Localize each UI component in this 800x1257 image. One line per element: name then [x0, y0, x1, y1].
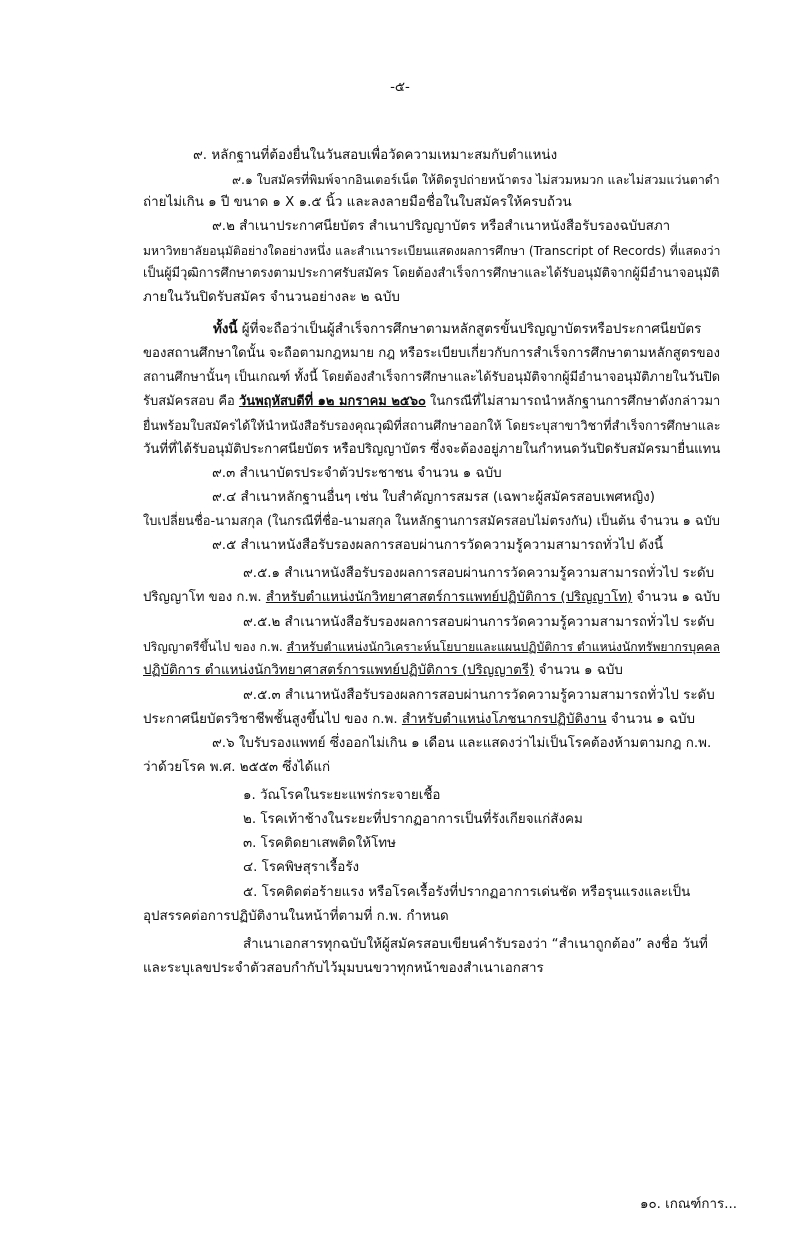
item-9-5: ๙.๕ สำเนาหนังสือรับรองผลการสอบผ่านการวัดความรู้ความสามารถทั่วไป ดังนี้: [212, 538, 664, 553]
note-line-1: [213, 320, 701, 340]
item-9-5-2-positions-cont: ปฏิบัติการ ตำแหน่งนักวิทยาศาสตร์การแพทย์ปฏิบัติการ (ปริญญาตรี): [143, 663, 535, 678]
disease-5-line-2: อุปสรรคต่อการปฏิบัติงานในหน้าที่ตามที่ ก.พ. กำหนด: [143, 909, 449, 924]
item-9-5-3-position: สำหรับตำแหน่งโภชนากรปฏิบัติงาน: [401, 712, 607, 727]
item-9-5-2-post: จำนวน ๑ ฉบับ: [534, 663, 623, 678]
item-9-4-line-1: ๙.๔ สำเนาหลักฐานอื่นๆ เช่น ใบสำคัญการสมรส (เฉพาะผู้สมัครสอบเพศหญิง): [212, 490, 655, 505]
item-9-2-line-4: ภายในวันปิดรับสมัคร จำนวนอย่างละ ๒ ฉบับ: [143, 290, 400, 305]
disease-2: ๒. โรคเท้าช้างในระยะที่ปรากฏอาการเป็นที่รังเกียจแก่สังคม: [243, 812, 583, 827]
item-9-5-2-line-1: ๙.๕.๒ สำเนาหนังสือรับรองผลการสอบผ่านการวัดความรู้ความสามารถทั่วไป ระดับ: [243, 615, 715, 630]
certification-line-2: และระบุเลขประจำตัวสอบกำกับไว้มุมบนขวาทุกหน้าของสำเนาเอกสาร: [143, 961, 544, 976]
item-9-5-2-line-3: [143, 661, 623, 681]
item-9-1-line-2: ถ่ายไม่เกิน ๑ ปี ขนาด ๑ X ๑.๕ นิ้ว และลงลายมือชื่อในใบสมัครให้ครบถ้วน: [143, 195, 572, 210]
item-9-6-line-2: ว่าด้วยโรค พ.ศ. ๒๕๕๓ ซึ่งได้แก่: [143, 760, 331, 775]
note-line-4-post: ในกรณีที่ไม่สามารถนำหลักฐานการศึกษาดังกล่าวมา: [425, 394, 721, 409]
note-emphasis: ทั้งนี้: [213, 322, 238, 337]
next-page-marker: ๑๐. เกณฑ์การ...: [640, 1197, 737, 1212]
item-9-2-line-1: ๙.๒ สำเนาประกาศนียบัตร สำเนาปริญญาบัตร หรือสำเนาหนังสือรับรองฉบับสภา: [212, 219, 671, 234]
closing-date: วันพฤหัสบดีที่ ๑๒ มกราคม ๒๕๖๐: [238, 394, 426, 409]
item-9-5-2-pre: ปริญญาตรีขึ้นไป ของ ก.พ.: [143, 640, 287, 654]
page-number: -๕-: [390, 80, 410, 95]
item-9-5-1-post: จำนวน ๑ ฉบับ: [632, 590, 720, 605]
note-line-2: ของสถานศึกษาใดนั้น จะถือตามกฎหมาย กฎ หรือระเบียบเกี่ยวกับการสำเร็จการศึกษาตามหลักสูตรของ: [143, 346, 720, 361]
note-line-5: ยื่นพร้อมใบสมัครได้ให้นำหนังสือรับรองคุณวุฒิที่สถานศึกษาออกให้ โดยระบุสาขาวิชาที่สำเร็จการศึกษาและ: [143, 418, 721, 433]
item-9-4-line-2: ใบเปลี่ยนชื่อ-นามสกุล (ในกรณีที่ชื่อ-นามสกุล ในหลักฐานการสมัครสอบไม่ตรงกัน) เป็นต้น จำนวน ๑ ฉบับ: [143, 514, 720, 529]
certification-line-1: สำเนาเอกสารทุกฉบับให้ผู้สมัครสอบเขียนคำรับรองว่า “สำเนาถูกต้อง” ลงชื่อ วันที่: [243, 937, 708, 952]
item-9-5-2-line-2: [143, 637, 720, 657]
item-9-1-line-1: ๙.๑ ใบสมัครที่พิมพ์จากอินเตอร์เน็ต ให้ติดรูปถ่ายหน้าตรง ไม่สวมหมวก และไม่สวมแว่นตาดำ: [232, 173, 720, 187]
note-line-1-text: ผู้ที่จะถือว่าเป็นผู้สำเร็จการศึกษาตามหลักสูตรขั้นปริญญาบัตรหรือประกาศนียบัตร: [237, 322, 702, 337]
section-heading: ๙. หลักฐานที่ต้องยื่นในวันสอบเพื่อวัดความเหมาะสมกับตำแหน่ง: [193, 148, 558, 163]
item-9-5-3-line-1: ๙.๕.๓ สำเนาหนังสือรับรองผลการสอบผ่านการวัดความรู้ความสามารถทั่วไป ระดับ: [243, 688, 715, 703]
item-9-3: ๙.๓ สำเนาบัตรประจำตัวประชาชน จำนวน ๑ ฉบับ: [212, 466, 502, 481]
disease-1: ๑. วัณโรคในระยะแพร่กระจายเชื้อ: [243, 788, 441, 803]
disease-4: ๔. โรคพิษสุราเรื้อรัง: [243, 860, 360, 875]
disease-5-line-1: ๕. โรคติดต่อร้ายแรง หรือโรคเรื้อรังที่ปรากฏอาการเด่นชัด หรือรุนแรงและเป็น: [243, 885, 691, 900]
item-9-2-line-2: มหาวิทยาลัยอนุมัติอย่างใดอย่างหนึ่ง และสำเนาระเบียนแสดงผลการศึกษา (Transcript of Records) ที่แสดงว่า: [143, 244, 721, 258]
note-line-3: สถานศึกษานั้นๆ เป็นเกณฑ์ ทั้งนี้ โดยต้องสำเร็จการศึกษาและได้รับอนุมัติจากผู้มีอำนาจอนุมัติภายในวันปิด: [143, 370, 721, 385]
item-9-5-3-pre: ประกาศนียบัตรวิชาชีพชั้นสูงขึ้นไป ของ ก.พ.: [143, 712, 402, 727]
item-9-5-3-line-2: [143, 710, 695, 730]
item-9-5-3-post: จำนวน ๑ ฉบับ: [606, 712, 696, 727]
disease-3: ๓. โรคติดยาเสพติดให้โทษ: [243, 836, 396, 851]
item-9-5-1-position: สำหรับตำแหน่งนักวิทยาศาสตร์การแพทย์ปฏิบัติการ (ปริญญาโท): [265, 590, 633, 605]
item-9-5-1-line-1: ๙.๕.๑ สำเนาหนังสือรับรองผลการสอบผ่านการวัดความรู้ความสามารถทั่วไป ระดับ: [243, 566, 715, 581]
note-line-4-pre: รับสมัครสอบ คือ: [143, 394, 239, 409]
item-9-2-line-3: เป็นผู้มีวุฒิการศึกษาตรงตามประกาศรับสมัคร โดยต้องสำเร็จการศึกษาและได้รับอนุมัติจากผู้มีอำนาจอนุมัติ: [143, 266, 720, 281]
note-line-4: [143, 392, 720, 412]
item-9-5-2-positions: สำหรับตำแหน่งนักวิเคราะห์นโยบายและแผนปฏิบัติการ ตำแหน่งนักทรัพยากรบุคคล: [286, 640, 720, 654]
item-9-6-line-1: ๙.๖ ใบรับรองแพทย์ ซึ่งออกไม่เกิน ๑ เดือน และแสดงว่าไม่เป็นโรคต้องห้ามตามกฎ ก.พ.: [212, 736, 712, 751]
item-9-5-1-pre: ปริญญาโท ของ ก.พ.: [143, 590, 266, 605]
note-line-6: วันที่ที่ได้รับอนุมัติประกาศนียบัตร หรือปริญญาบัตร ซึ่งจะต้องอยู่ภายในกำหนดวันปิดรับสมัครมายื่นแทน: [143, 442, 721, 457]
item-9-5-1-line-2: [143, 588, 720, 608]
